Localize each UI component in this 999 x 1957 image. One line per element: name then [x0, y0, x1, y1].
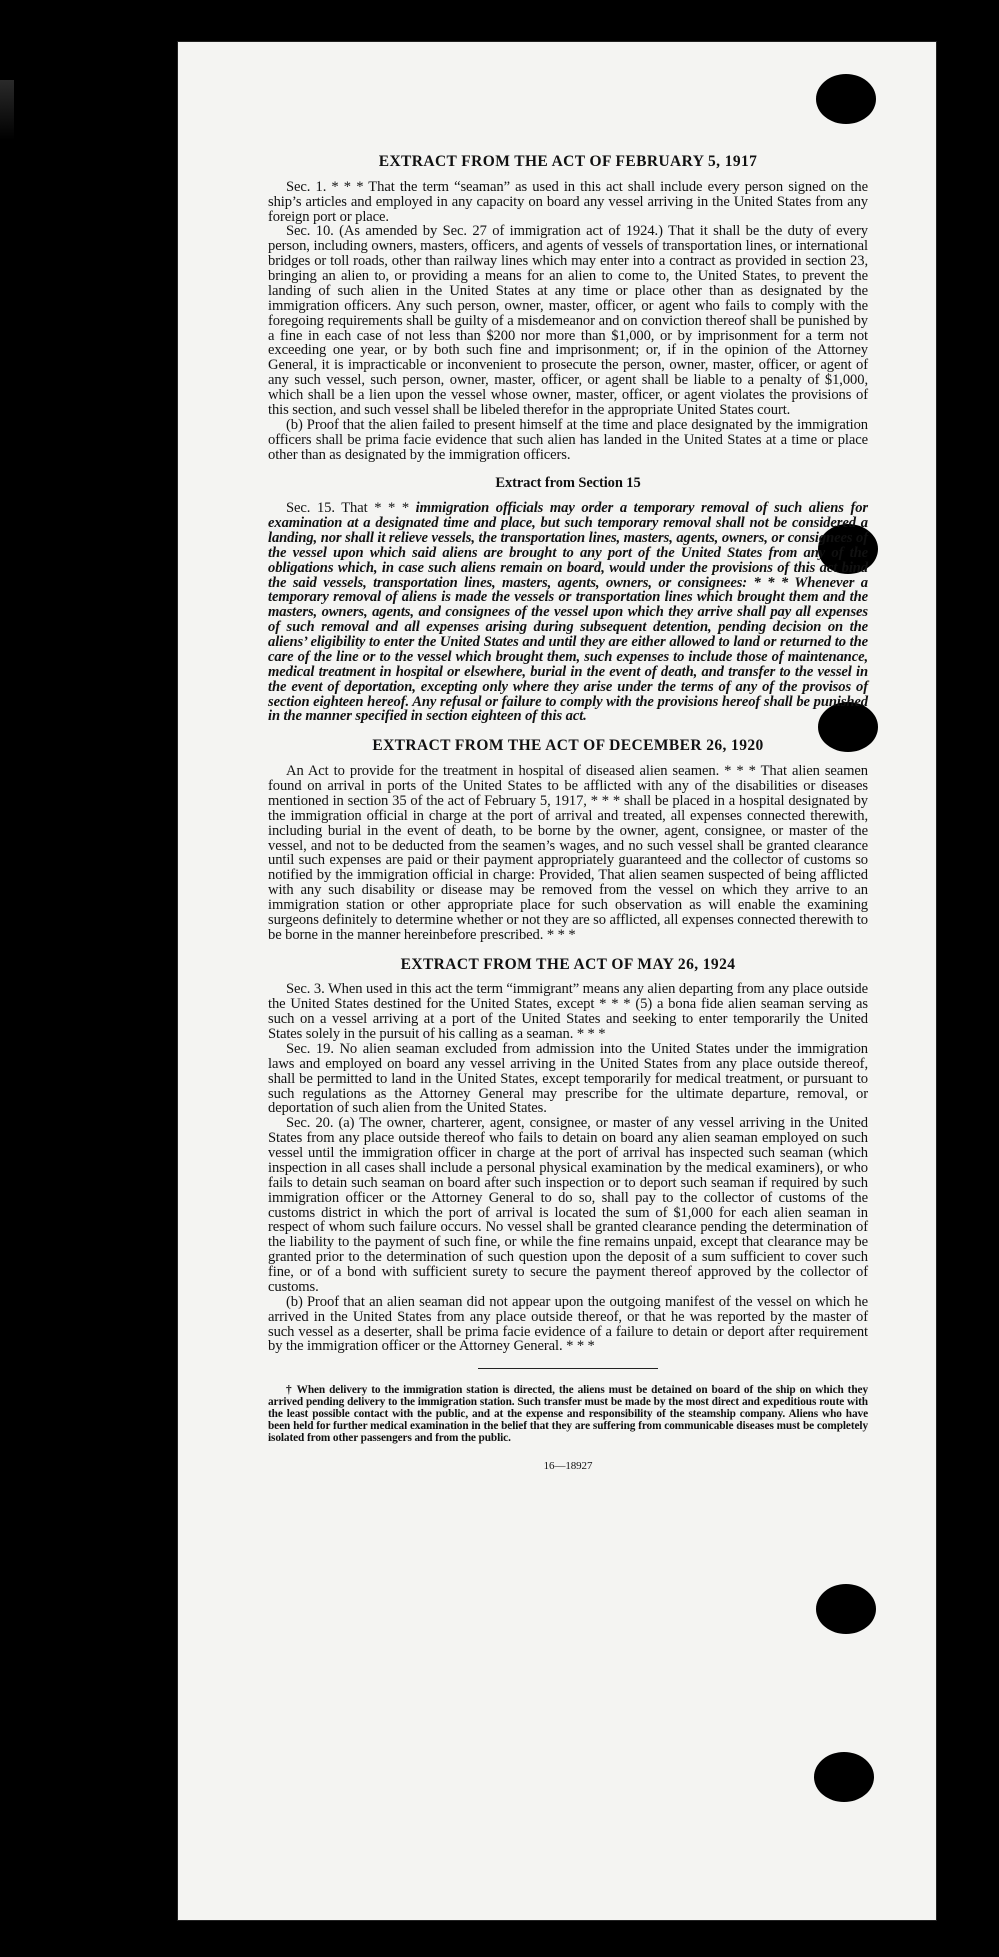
scan-edge-mark: [0, 80, 14, 140]
section-lead: Sec. 15. That * * *: [286, 500, 410, 517]
section-act-1924: [268, 957, 868, 1355]
section-act-1920: [268, 738, 868, 942]
punch-hole: [816, 1584, 876, 1634]
section-subheading: Extract from Section 15: [495, 475, 641, 492]
italic-passage: immigration officials may order a temporary removal of such aliens for examination at a designated time and place, but such temporary removal shall not be considered a landing, nor shall it relieve vessels, the transportation lines, masters, agents, owners, or consignees of the vessel upon which said aliens are brought to any port of the United States from any of the obligations which, in case such aliens remain on board, would under the provisions of this act bind the said vessels, transportation lines, masters, agents, owners, or consignees: * * * Whenever a temporary removal of aliens is made the vessels or transportation lines which brought them and the masters, owners, agents, and consignees of the vessel upon which they arrive shall pay all expenses of such removal and all expenses arising during subsequent detention, pending decision on the aliens’ eligibility to enter the United States and until they are either allowed to land or returned to the care of the line or to the vessel which brought them, such expenses to include those of maintenance, medical treatment in hospital or elsewhere, burial in the event of death, and transfer to the vessel in the event of deportation, excepting only where they arise under the terms of any of the provisos of section eighteen hereof. Any refusal or failure to comply with the provisions hereof shall be punished in the manner specified in section eighteen of this act.: [268, 500, 868, 725]
punch-hole: [814, 1752, 874, 1802]
document-body: [268, 154, 868, 1472]
footnote: † When delivery to the immigration station is directed, the aliens must be detained on board of the ship on which they arrived pending delivery to the immigration station. Such transfer must be made by the most direct and expeditious route with the least possible contact with the public, and at the expense and responsibility of the steamship company. Aliens who have been held for further medical examination in the belief that they are suffering from communicable diseases must be completely isolated from other passengers and from the public.: [268, 1384, 868, 1444]
section-heading: EXTRACT FROM THE ACT OF MAY 26, 1924: [400, 955, 736, 973]
footnote-divider: [478, 1368, 658, 1369]
section-heading: EXTRACT FROM THE ACT OF FEBRUARY 5, 1917: [378, 153, 758, 170]
paragraph: Sec. 1. * * * That the term “seaman” as used in this act shall include every person signed on the ship’s articles and employed in any capacity on board any vessel arriving in the United States from any foreign port or place.: [268, 178, 868, 225]
paragraph: An Act to provide for the treatment in hospital of diseased alien seamen. * * * That alien seamen found on arrival in ports of the United States to be afflicted with any of the disabilities or diseases mentioned in section 35 of the act of February 5, 1917, * * * shall be placed in a hospital designated by the immigration official in charge at the port of arrival and treated, all expenses connected therewith, including burial in the event of death, to be borne by the owner, agent, consignee, or master of the vessel, and not to be deducted from the seamen’s wages, and no such vessel shall be granted clearance until such expenses are paid or their payment appropriately guaranteed and the collector of customs so notified by the immigration official in charge: Provided, That alien seamen suspected of being afflicted with any such disability or disease may be removed from the vessel on which they arrive to an immigration station or other appropriate place for such observation as will enable the examining surgeons definitely to determine whether or not they are so afflicted, all expenses connected therewith to be borne in the manner hereinbefore prescribed. * * *: [268, 763, 868, 943]
paragraph: (b) Proof that the alien failed to present himself at the time and place designated by the immigration officers shall be prima facie evidence that such alien has landed in the United States at a time or place other than as designated by the immigration officers.: [268, 416, 868, 463]
punch-hole: [816, 74, 876, 124]
document-page: [178, 42, 936, 1920]
paragraph: Sec. 10. (As amended by Sec. 27 of immigration act of 1924.) That it shall be the duty of every person, including owners, masters, officers, and agents of vessels of transportation lines, or international bridges or toll roads, other than railway lines which may enter into a contract as provided in section 23, bringing an alien to, or providing a means for an alien to come to, the United States, to prevent the landing of such alien in the United States at any time or place other than as designated by the immigration officers. Any such person, owner, master, officer, or agent who fails to comply with the foregoing requirements shall be guilty of a misdemeanor and on conviction thereof shall be punished by a fine in each case of not less than $200 nor more than $1,000, or by imprisonment for a term not exceeding one year, or by both such fine and imprisonment; or, if in the opinion of the Attorney General, it is impracticable or inconvenient to prosecute the person, owner, master, officer, or agent of any such vessel, such person, owner, master, officer, or agent shall be liable to a penalty of $1,000, which shall be a lien upon the vessel whose owner, master, officer, or agent violates the provisions of this section, and such vessel shall be libeled therefor in the appropriate United States court.: [268, 223, 868, 418]
section-extract-15: [268, 476, 868, 724]
section-heading: EXTRACT FROM THE ACT OF DECEMBER 26, 1920: [372, 737, 764, 755]
paragraph: Sec. 19. No alien seaman excluded from admission into the United States under the immigration laws and employed on board any vessel arriving in the United States from any place outside thereof, shall be permitted to land in the United States, except temporarily for medical treatment, or pursuant to such regulations as the Attorney General may prescribe for the ultimate departure, removal, or deportation of such alien from the United States.: [268, 1040, 868, 1117]
paragraph: (b) Proof that an alien seaman did not appear upon the outgoing manifest of the vessel on which he arrived in the United States from any place outside thereof, or that he was reported by the master of such vessel as a deserter, shall be prima facie evidence of a failure to detain or deport after requirement by the immigration officer or the Attorney General. * * *: [268, 1293, 868, 1355]
section-act-1917: [268, 154, 868, 462]
paragraph: Sec. 3. When used in this act the term “immigrant” means any alien departing from any place outside the United States destined for the United States, except * * * (5) a bona fide alien seaman serving as such on a vessel arriving at a port of the United States and seeking to enter temporarily the United States solely in the pursuit of his calling as a seaman. * * *: [268, 981, 868, 1043]
paragraph: [268, 501, 868, 724]
paragraph: Sec. 20. (a) The owner, charterer, agent, consignee, or master of any vessel arriving in the United States from any place outside thereof who fails to detain on board any alien seaman employed on such vessel until the immigration officer in charge at the port of arrival has inspected such seaman (which inspection in all cases shall include a personal physical examination by the medical examiners), or who fails to detain such seaman on board after such inspection or to deport such seaman if required by such immigration officer or the Attorney General to do so, shall pay to the collector of customs of the customs district in which the port of arrival is located the sum of $1,000 for each alien seaman in respect of whom such failure occurs. No vessel shall be granted clearance pending the determination of the liability to the payment of such fine, or while the fine remains unpaid, except that clearance may be granted prior to the determination of such question upon the deposit of a sum sufficient to cover such fine, or of a bond with sufficient surety to secure the payment thereof approved by the collector of customs.: [268, 1115, 868, 1295]
page-number: 16—18927: [543, 1459, 593, 1472]
